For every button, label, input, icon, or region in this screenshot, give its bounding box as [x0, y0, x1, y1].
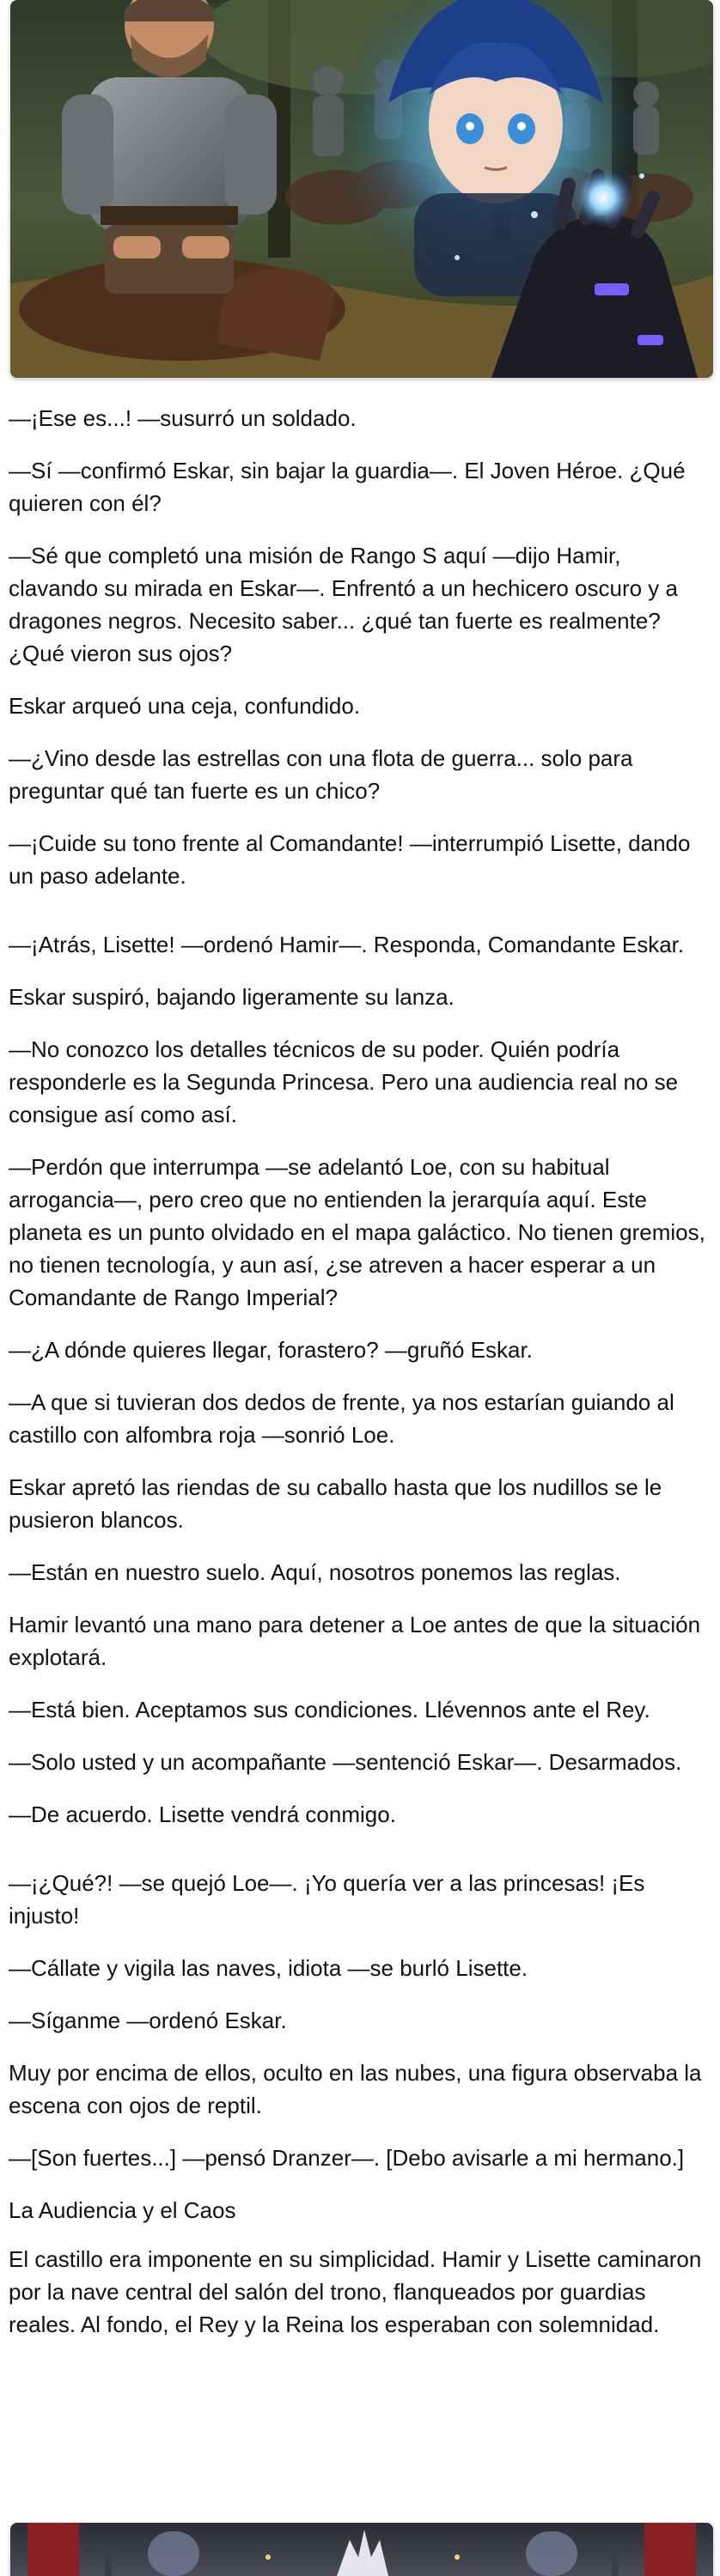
story-paragraph: —No conozco los detalles técnicos de su poder. Quién podría responderle es la Segunda Princesa. Pero una audiencia real no se consigue así como así.	[9, 1036, 685, 1127]
story-paragraph: —Solo usted y un acompañante —sentenció Eskar—. Desarmados.	[9, 1749, 682, 1775]
story-paragraph: Hamir levantó una mano para detener a Loe antes de que la situación explotará.	[9, 1612, 707, 1670]
story-paragraph: El castillo era imponente en su simplicidad. Hamir y Lisette caminaron por la nave central del salón del trono, flanqueados por guardias reales. Al fondo, el Rey y la Reina los esperaban con solemnidad.	[9, 2246, 708, 2337]
story-paragraph: Eskar apretó las riendas de su caballo hasta que los nudillos se le pusieron blancos.	[9, 1474, 668, 1533]
throne-room-illustration	[10, 2523, 713, 2576]
story-paragraph: —De acuerdo. Lisette vendrá conmigo.	[9, 1801, 396, 1827]
story-paragraph: Eskar suspiró, bajando ligeramente su lanza.	[9, 984, 455, 1010]
story-paragraph: —Perdón que interrumpa —se adelantó Loe, con su habitual arrogancia—, pero creo que no entienden la jerarquía aquí. Este planeta es un punto olvidado en el mapa galáctico. No tienen gremios, no tienen tecnología, y aun así, ¿se atreven a hacer esperar a un Comandante de Rango Imperial?	[9, 1154, 712, 1310]
knight-and-young-hero-illustration	[10, 0, 713, 378]
story-paragraph: —¡¿Qué?! —se quejó Loe—. ¡Yo quería ver a las princesas! ¡Es injusto!	[9, 1870, 651, 1929]
story-paragraph: —¡Ese es...! —susurró un soldado.	[9, 405, 357, 431]
throne-room-graphic	[10, 2523, 713, 2576]
illustration-graphic	[10, 0, 713, 378]
story-paragraph: —¡Cuide su tono frente al Comandante! —interrumpió Lisette, dando un paso adelante.	[9, 830, 697, 889]
story-paragraph: —¡Atrás, Lisette! —ordenó Hamir—. Responda, Comandante Eskar.	[9, 932, 685, 957]
story-paragraph: —Sí —confirmó Eskar, sin bajar la guardia—. El Joven Héroe. ¿Qué quieren con él?	[9, 458, 692, 516]
story-paragraph: Muy por encima de ellos, oculto en las nubes, una figura observaba la escena con ojos de reptil.	[9, 2060, 708, 2118]
story-text	[9, 402, 711, 2511]
story-paragraph: —[Son fuertes...] —pensó Dranzer—. [Debo avisarle a mi hermano.]	[9, 2145, 685, 2171]
story-paragraph: —Está bien. Aceptamos sus condiciones. Llévennos ante el Rey.	[9, 1697, 650, 1722]
story-paragraph: —A que si tuvieran dos dedos de frente, ya nos estarían guiando al castillo con alfombra roja —sonrió Loe.	[9, 1389, 680, 1448]
story-paragraph: —Sé que completó una misión de Rango S aquí —dijo Hamir, clavando su mirada en Eskar—. Enfrentó a un hechicero oscuro y a dragones negros. Necesito saber... ¿qué tan fuerte es realmente? ¿Qué vieron sus ojos?	[9, 543, 685, 666]
story-paragraph: Eskar arqueó una ceja, confundido.	[9, 693, 361, 719]
story-paragraph: —¿A dónde quieres llegar, forastero? —gruñó Eskar.	[9, 1337, 533, 1363]
story-paragraph: —Síganme —ordenó Eskar.	[9, 2008, 287, 2033]
story-paragraph: —Están en nuestro suelo. Aquí, nosotros ponemos las reglas.	[9, 1559, 621, 1585]
section-heading: La Audiencia y el Caos	[9, 2197, 236, 2223]
story-paragraph: —¿Vino desde las estrellas con una flota de guerra... solo para preguntar qué tan fuerte es un chico?	[9, 745, 639, 804]
story-paragraph: —Cállate y vigila las naves, idiota —se burló Lisette.	[9, 1955, 528, 1981]
